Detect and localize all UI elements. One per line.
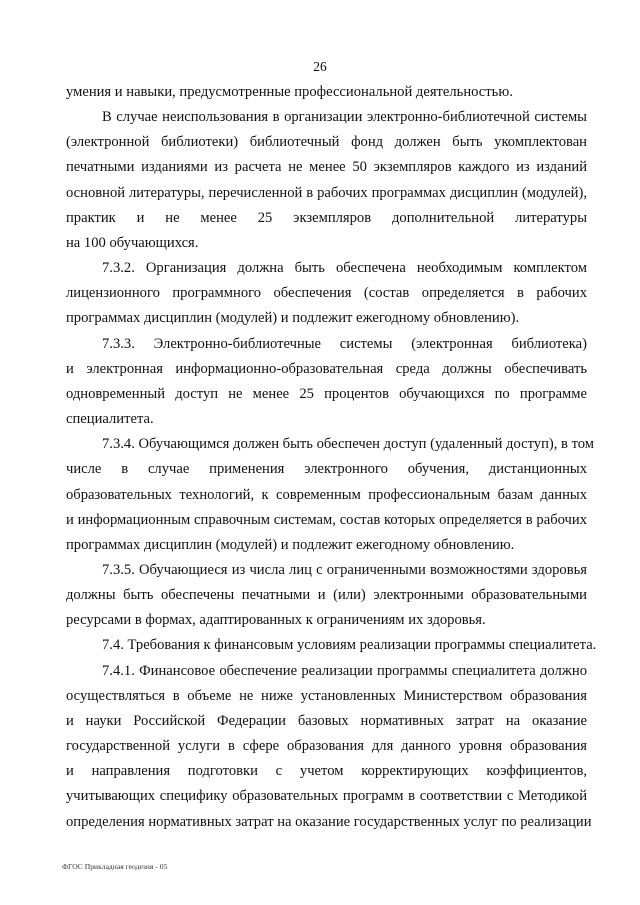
text-line: 7.3.3. Электронно-библиотечные системы (электронная библиотека) [102, 335, 587, 352]
text-line: (электронной библиотеки) библиотечный фонд должен быть укомплектован [66, 134, 587, 151]
text-line: образовательных технологий, к современным профессиональным базам данных [66, 486, 587, 503]
text-line: и электронная информационно-образовательная среда должны обеспечивать [66, 360, 587, 377]
text-line: основной литературы, перечисленной в рабочих программах дисциплин (модулей), [66, 184, 587, 201]
paragraph-7-3-3 [66, 332, 587, 433]
text-line: умения и навыки, предусмотренные профессиональной деятельностью. [66, 84, 513, 100]
text-line: 7.4. Требования к финансовым условиям реализации программы специалитета. [102, 637, 597, 654]
paragraph-7-3-5 [66, 558, 587, 633]
page-number: 26 [313, 59, 327, 74]
text-line: 7.3.2. Организация должна быть обеспечена необходимым комплектом [102, 260, 587, 277]
text-line: и науки Российской Федерации базовых нормативных затрат на оказание [66, 712, 587, 729]
text-line: В случае неиспользования в организации электронно-библиотечной системы [102, 109, 587, 126]
text-line: 7.4.1. Финансовое обеспечение реализации программы специалитета должно [102, 662, 587, 679]
paragraph-7-3-4 [66, 432, 595, 558]
text-line: программах дисциплин (модулей) и подлежит ежегодному обновлению). [66, 310, 520, 327]
text-line: государственной услуги в сфере образования для данного уровня образования [66, 738, 587, 755]
text-line: 7.3.4. Обучающимся должен быть обеспечен доступ (удаленный доступ), в том [102, 436, 595, 453]
text-line: на 100 обучающихся. [66, 234, 199, 251]
paragraph-7-4 [66, 633, 597, 658]
text-line: лицензионного программного обеспечения (состав определяется в рабочих [66, 285, 587, 302]
document-body [66, 80, 597, 835]
text-line: осуществляться в объеме не ниже установленных Министерством образования [66, 687, 587, 704]
text-line: учитывающих специфику образовательных программ в соответствии с Методикой [66, 788, 587, 805]
text-line: и направления подготовки с учетом корректирующих коэффициентов, [66, 763, 587, 780]
text-line: печатными изданиями из расчета не менее 50 экземпляров каждого из изданий [66, 159, 587, 176]
paragraph-library-fund [66, 105, 587, 256]
text-line: ресурсами в формах, адаптированных к ограничениям их здоровья. [66, 612, 486, 629]
paragraph-continuation [66, 80, 587, 105]
text-line: определения нормативных затрат на оказание государственных услуг по реализации [66, 813, 592, 830]
document-footer: ФГОС Прикладная геодезия - 05 [62, 862, 168, 871]
text-line: одновременный доступ не менее 25 процентов обучающихся по программе [66, 385, 587, 402]
paragraph-7-4-1 [66, 659, 592, 835]
text-line: 7.3.5. Обучающиеся из числа лиц с ограниченными возможностями здоровья [102, 561, 587, 578]
text-line: числе в случае применения электронного обучения, дистанционных [66, 461, 587, 478]
text-line: практик и не менее 25 экземпляров дополнительной литературы [66, 209, 587, 226]
paragraph-7-3-2 [66, 256, 587, 331]
text-line: должны быть обеспечены печатными и (или) электронными образовательными [66, 587, 587, 604]
text-line: и информационным справочным системам, состав которых определяется в рабочих [66, 511, 587, 528]
text-line: программах дисциплин (модулей) и подлежит ежегодному обновлению. [66, 536, 515, 553]
text-line: специалитета. [66, 411, 154, 428]
